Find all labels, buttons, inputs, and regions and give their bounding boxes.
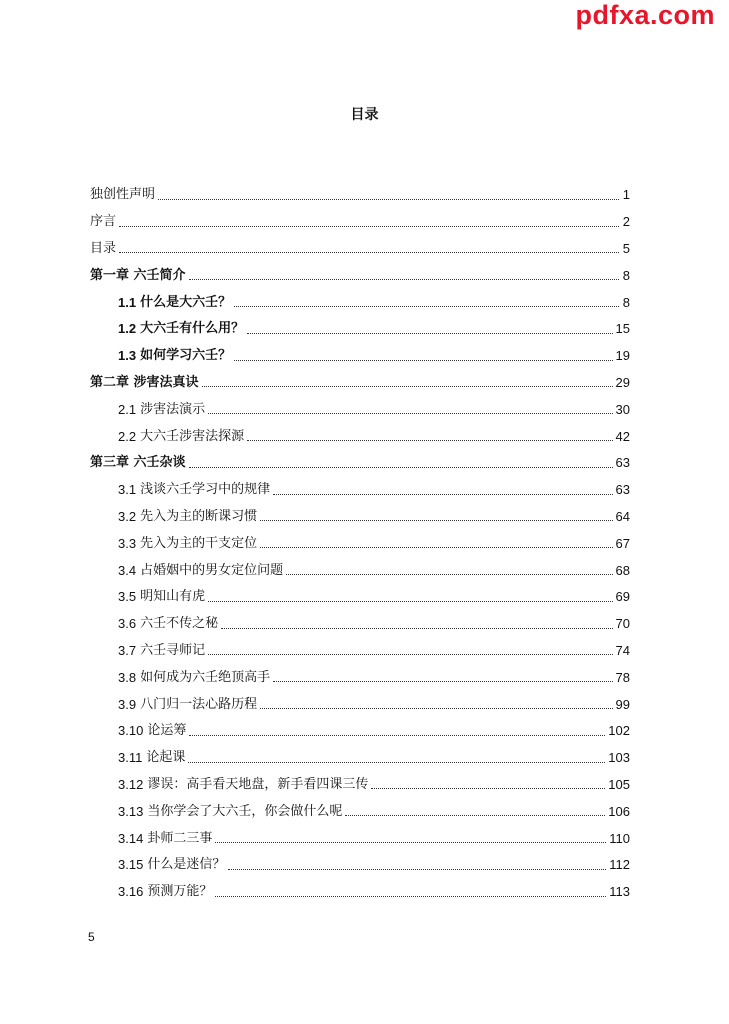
toc-leader-dots (189, 727, 605, 736)
toc-leader-dots (247, 325, 612, 334)
toc-leader-dots (189, 459, 613, 468)
toc-entry-page: 78 (615, 669, 630, 685)
toc-section-number: 1.3 (118, 348, 137, 364)
toc-section-number: 3.2 (118, 508, 137, 524)
toc-entry-page: 68 (615, 562, 630, 578)
toc-entry-page: 69 (615, 589, 630, 605)
toc-section[interactable] (90, 504, 630, 531)
toc-section[interactable] (90, 423, 630, 450)
toc-entry-page: 8 (622, 294, 630, 310)
toc-section[interactable] (90, 316, 630, 343)
toc-chapter[interactable] (90, 450, 630, 477)
toc-entry-text: 先入为主的断课习惯 (140, 508, 258, 524)
toc-entry-text: 如何学习六壬？ (140, 348, 232, 364)
toc-section-number: 3.8 (118, 669, 137, 685)
toc-section[interactable] (90, 691, 630, 718)
toc-entry-page: 70 (615, 616, 630, 632)
toc-entry-page: 102 (608, 723, 630, 739)
toc-section[interactable] (90, 852, 630, 879)
toc-entry-text: 六壬不传之秘 (140, 616, 219, 632)
toc-section[interactable] (90, 396, 630, 423)
toc-section-number: 3.4 (118, 562, 137, 578)
toc-section[interactable] (90, 798, 630, 825)
toc-leader-dots (260, 512, 612, 521)
toc-leader-dots (260, 539, 612, 548)
toc-entry-text: 预测万能？ (147, 884, 213, 900)
toc-entry-page: 30 (615, 401, 630, 417)
table-of-contents (90, 182, 630, 906)
toc-leader-dots (215, 888, 606, 897)
toc-entry-page: 15 (615, 321, 630, 337)
toc-leader-dots (215, 834, 606, 843)
toc-leader-dots (202, 378, 613, 387)
toc-leader-dots (188, 754, 605, 763)
toc-section-number: 3.16 (118, 884, 144, 900)
toc-entry-text: 卦师二三事 (147, 830, 213, 846)
toc-entry[interactable] (90, 209, 630, 236)
toc-leader-dots (221, 620, 612, 629)
watermark-logo: pdfxa.com (575, 0, 715, 30)
toc-section-number: 3.7 (118, 642, 137, 658)
toc-section-number: 3.14 (118, 830, 144, 846)
toc-section-number: 2.2 (118, 428, 137, 444)
toc-leader-dots (273, 673, 612, 682)
toc-entry-page: 5 (622, 240, 630, 256)
toc-entry-text: 论运筹 (147, 723, 187, 739)
toc-section-number: 3.1 (118, 482, 137, 498)
toc-entry-text: 大六壬有什么用？ (140, 321, 245, 337)
toc-section[interactable] (90, 477, 630, 504)
toc-leader-dots (119, 244, 619, 253)
toc-entry-page: 63 (615, 482, 630, 498)
toc-entry-text: 如何成为六壬绝顶高手 (140, 669, 271, 685)
toc-leader-dots (234, 298, 619, 307)
toc-section-number: 3.3 (118, 535, 137, 551)
toc-entry-text: 第二章 涉害法真诀 (90, 374, 199, 390)
toc-entry-page: 1 (622, 187, 630, 203)
toc-leader-dots (371, 780, 605, 789)
toc-leader-dots (208, 593, 612, 602)
toc-leader-dots (189, 271, 619, 280)
toc-entry-page: 113 (609, 884, 630, 900)
toc-section[interactable] (90, 772, 630, 799)
toc-entry-page: 105 (608, 776, 630, 792)
toc-section-number: 3.11 (118, 750, 143, 766)
toc-entry-text: 八门归一法心路历程 (140, 696, 258, 712)
toc-chapter[interactable] (90, 370, 630, 397)
toc-section[interactable] (90, 825, 630, 852)
toc-entry-text: 涉害法演示 (140, 401, 206, 417)
toc-entry-page: 103 (608, 750, 630, 766)
toc-section[interactable] (90, 289, 630, 316)
toc-entry-page: 67 (615, 535, 630, 551)
toc-section[interactable] (90, 879, 630, 906)
toc-entry-text: 序言 (90, 214, 117, 230)
toc-entry-text: 目录 (90, 240, 117, 256)
toc-entry-text: 论起课 (146, 750, 186, 766)
toc-section[interactable] (90, 745, 630, 772)
toc-leader-dots (208, 646, 612, 655)
toc-entry-text: 占婚姻中的男女定位问题 (140, 562, 284, 578)
toc-entry-page: 112 (609, 857, 630, 873)
toc-entry-text: 什么是迷信？ (147, 857, 226, 873)
toc-section[interactable] (90, 584, 630, 611)
toc-entry-page: 8 (622, 267, 630, 283)
toc-entry-text: 大六壬涉害法探源 (140, 428, 245, 444)
toc-leader-dots (119, 218, 619, 227)
toc-leader-dots (158, 191, 619, 200)
toc-entry-page: 106 (608, 803, 630, 819)
toc-section-number: 1.2 (118, 321, 137, 337)
toc-leader-dots (273, 486, 612, 495)
toc-entry-page: 2 (622, 214, 630, 230)
toc-section-number: 3.10 (118, 723, 144, 739)
toc-leader-dots (228, 861, 606, 870)
toc-entry-text: 先入为主的干支定位 (140, 535, 258, 551)
toc-leader-dots (260, 700, 612, 709)
toc-section[interactable] (90, 664, 630, 691)
toc-leader-dots (345, 807, 605, 816)
toc-entry-text: 当你学会了大六壬，你会做什么呢 (147, 803, 343, 819)
toc-section-number: 3.12 (118, 776, 144, 792)
toc-entry-text: 浅谈六壬学习中的规律 (140, 482, 271, 498)
toc-entry-page: 99 (615, 696, 630, 712)
toc-section[interactable] (90, 530, 630, 557)
toc-entry-text: 什么是大六壬？ (140, 294, 232, 310)
toc-section-number: 3.6 (118, 616, 137, 632)
toc-section[interactable] (90, 343, 630, 370)
toc-section-number: 3.9 (118, 696, 137, 712)
toc-entry[interactable] (90, 236, 630, 263)
toc-section[interactable] (90, 557, 630, 584)
toc-section-number: 3.5 (118, 589, 137, 605)
toc-section-number: 1.1 (118, 294, 137, 310)
toc-entry-page: 19 (615, 348, 630, 364)
toc-entry-text: 第一章 六壬简介 (90, 267, 186, 283)
toc-leader-dots (286, 566, 612, 575)
toc-entry-page: 64 (615, 508, 630, 524)
toc-entry-text: 明知山有虎 (140, 589, 206, 605)
toc-section-number: 3.13 (118, 803, 144, 819)
toc-section[interactable] (90, 638, 630, 665)
toc-leader-dots (247, 432, 612, 441)
toc-entry-page: 110 (609, 830, 630, 846)
toc-entry-text: 谬误：高手看天地盘，新手看四课三传 (147, 776, 369, 792)
toc-leader-dots (234, 352, 612, 361)
toc-entry-text: 独创性声明 (90, 187, 156, 203)
toc-section-number: 2.1 (118, 401, 137, 417)
toc-entry[interactable] (90, 182, 630, 209)
toc-chapter[interactable] (90, 262, 630, 289)
toc-entry-page: 42 (615, 428, 630, 444)
toc-leader-dots (208, 405, 612, 414)
page-title: 目录 (350, 107, 379, 123)
toc-entry-text: 第三章 六壬杂谈 (90, 455, 186, 471)
toc-entry-page: 63 (615, 455, 630, 471)
page-number: 5 (88, 930, 95, 944)
toc-entry-text: 六壬寻师记 (140, 642, 206, 658)
toc-section[interactable] (90, 611, 630, 638)
toc-entry-page: 74 (615, 642, 630, 658)
toc-section-number: 3.15 (118, 857, 144, 873)
toc-section[interactable] (90, 718, 630, 745)
toc-entry-page: 29 (615, 374, 630, 390)
